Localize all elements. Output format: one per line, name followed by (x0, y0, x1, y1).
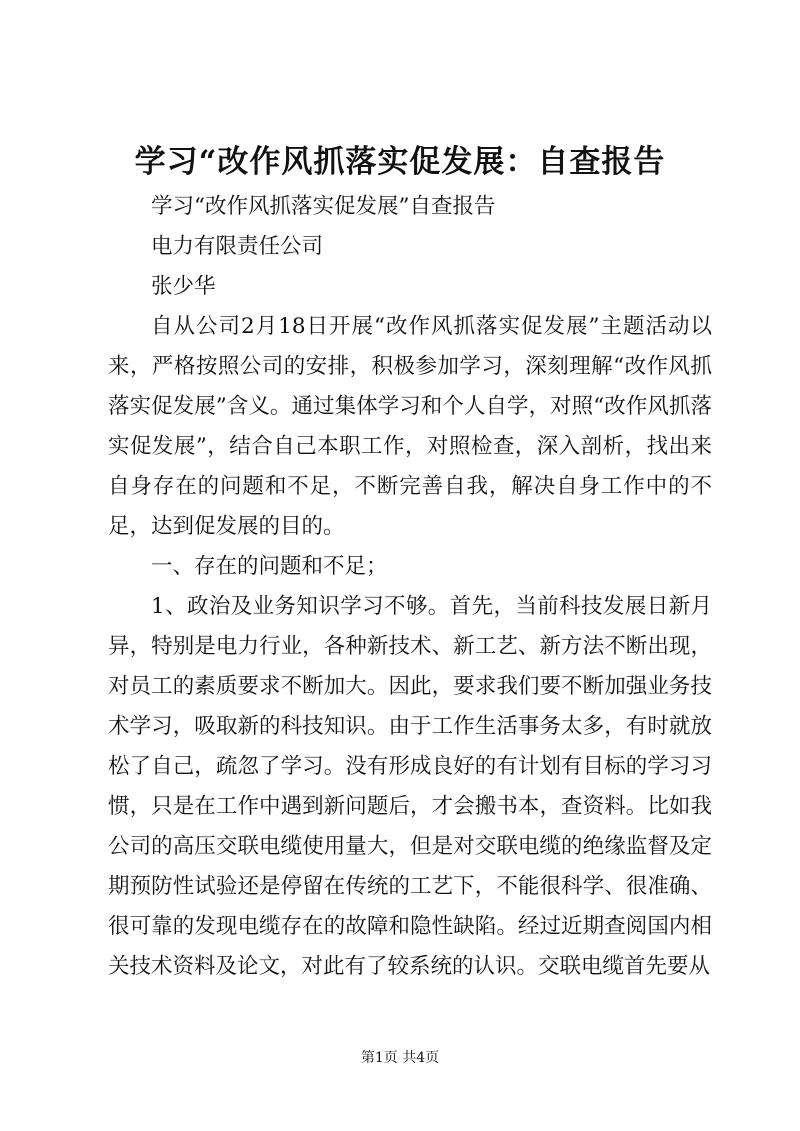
subtitle-line: 学习“改作风抓落实促发展”自查报告 (151, 194, 496, 219)
company-line: 电力有限责任公司 (151, 234, 324, 259)
intro-paragraph: 自从公司2月18日开展“改作风抓落实促发展”主题活动以来，严格按照公司的安排，积极参加学习，深刻理解“改作风抓落实促发展”含义。通过集体学习和个人自学，对照“改作风抓落实促发展”，结合自己本职工作，对照检查，深入剖析，找出来自身存在的问题和不足，不断完善自我，解决自身工作中的不足，达到促发展的目的。 (108, 314, 712, 539)
document-body (108, 187, 712, 987)
page-footer: 第1页 共4页 (360, 1050, 440, 1066)
document-title: 学习“改作风抓落实促发展：自查报告 (134, 144, 666, 180)
body-paragraph: 1、政治及业务知识学习不够。首先，当前科技发展日新月异，特别是电力行业，各种新技术、新工艺、新方法不断出现，对员工的素质要求不断加大。因此，要求我们要不断加强业务技术学习，吸取新的科技知识。由于工作生活事务太多，有时就放松了自己，疏忽了学习。没有形成良好的有计划有目标的学习习惯，只是在工作中遇到新问题后，才会搬书本，查资料。比如我公司的高压交联电缆使用量大，但是对交联电缆的绝缘监督及定期预防性试验还是停留在传统的工艺下，不能很科学、很准确、很可靠的发现电缆存在的故障和隐性缺陷。经过近期查阅国内相关技术资料及论文，对此有了较系统的认识。交联电缆首先要从 (108, 594, 712, 979)
section-heading: 一、存在的问题和不足； (151, 554, 388, 579)
author-line: 张少华 (151, 274, 216, 299)
